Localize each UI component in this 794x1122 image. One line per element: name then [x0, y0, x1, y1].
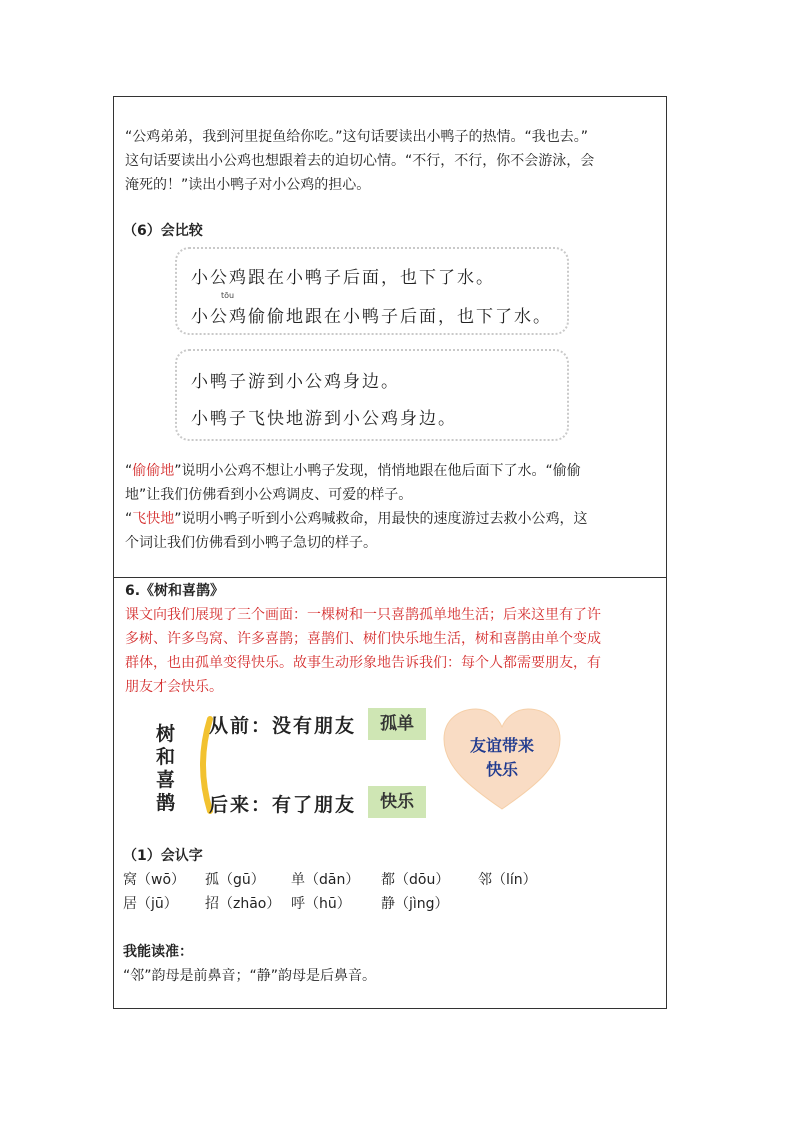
compare-box-1-line-2: 小公鸡偷偷地跟在小鸭子后面，也下了水。	[191, 307, 552, 327]
read-text: “邻”韵母是前鼻音；“静”韵母是后鼻音。	[123, 968, 377, 984]
lonely-box: 孤单	[368, 708, 426, 740]
row-divider	[114, 577, 666, 578]
lesson-title: 6.《树和喜鹊》	[125, 583, 225, 599]
explain-1-line-1	[125, 459, 581, 483]
char-ju: 居（jū）	[123, 896, 178, 912]
compare-box-2-line-1: 小鸭子游到小公鸡身边。	[191, 372, 400, 392]
intro-line-3: 淹死的！”读出小鸭子对小公鸡的担心。	[125, 177, 371, 193]
compare-box-2	[175, 349, 569, 441]
row-before-text: 从前：没有朋友	[209, 715, 357, 737]
read-heading: 我能读准：	[123, 944, 193, 960]
quote-open: “	[125, 511, 133, 527]
intro-line-1: “公鸡弟弟，我到河里捉鱼给你吃。”这句话要读出小鸭子的热情。“我也去。”	[125, 129, 589, 145]
heart-text-2: 快乐	[485, 760, 518, 779]
side-char-4: 鹊	[156, 792, 176, 814]
char-jing: 静（jìng）	[381, 896, 449, 912]
highlight-feikuaide: 飞快地	[132, 511, 175, 527]
summary-line-4: 朋友才会快乐。	[125, 679, 223, 695]
highlight-toutoude: 偷偷地	[132, 463, 175, 479]
char-gu: 孤（gū）	[205, 872, 265, 888]
intro-line-2: 这句话要读出小公鸡也想跟着去的迫切心情。“不行，不行，你不会游泳，会	[125, 153, 595, 169]
heart-text-1: 友谊带来	[469, 736, 534, 755]
quote-open: “	[125, 463, 133, 479]
char-hu: 呼（hū）	[291, 896, 351, 912]
side-char-1: 树	[156, 723, 176, 745]
compare-box-1	[175, 247, 569, 335]
summary-line-1: 课文向我们展现了三个画面：一棵树和一只喜鹊孤单地生活；后来这里有了许	[125, 607, 601, 623]
summary-line-3: 群体，也由孤单变得快乐。故事生动形象地告诉我们：每个人都需要朋友，有	[125, 655, 601, 671]
explain-2-rest: ”说明小鸭子听到小公鸡喊救命，用最快的速度游过去救小公鸡，这	[174, 511, 588, 527]
happy-box: 快乐	[368, 786, 426, 818]
side-char-2: 和	[156, 746, 176, 768]
char-wo: 窝（wō）	[123, 872, 186, 888]
char-dan: 单（dān）	[291, 872, 360, 888]
explain-1-line-2: 地”让我们仿佛看到小公鸡调皮、可爱的样子。	[125, 487, 413, 503]
explain-1-rest: ”说明小公鸡不想让小鸭子发现，悄悄地跟在他后面下了水。“偷偷	[174, 463, 581, 479]
chars-heading: （1）会认字	[123, 848, 203, 864]
compare-box-2-line-2: 小鸭子飞快地游到小公鸡身边。	[191, 409, 457, 429]
pinyin-tou: tōu	[221, 291, 235, 300]
summary-line-2: 多树、许多鸟窝、许多喜鹊；喜鹊们、树们快乐地生活，树和喜鹊由单个变成	[125, 631, 601, 647]
char-zhao: 招（zhāo）	[205, 896, 281, 912]
char-dou: 都（dōu）	[381, 872, 450, 888]
lesson-table	[113, 96, 667, 1009]
row-after-text: 后来：有了朋友	[209, 794, 357, 816]
side-char-3: 喜	[156, 769, 176, 791]
explain-2-line-2: 个词让我们仿佛看到小鸭子急切的样子。	[125, 535, 377, 551]
char-lin: 邻（lín）	[478, 872, 537, 888]
compare-heading: （6）会比较	[123, 223, 203, 239]
explain-2-line-1	[125, 507, 588, 531]
compare-box-1-line-1: 小公鸡跟在小鸭子后面，也下了水。	[191, 268, 495, 288]
